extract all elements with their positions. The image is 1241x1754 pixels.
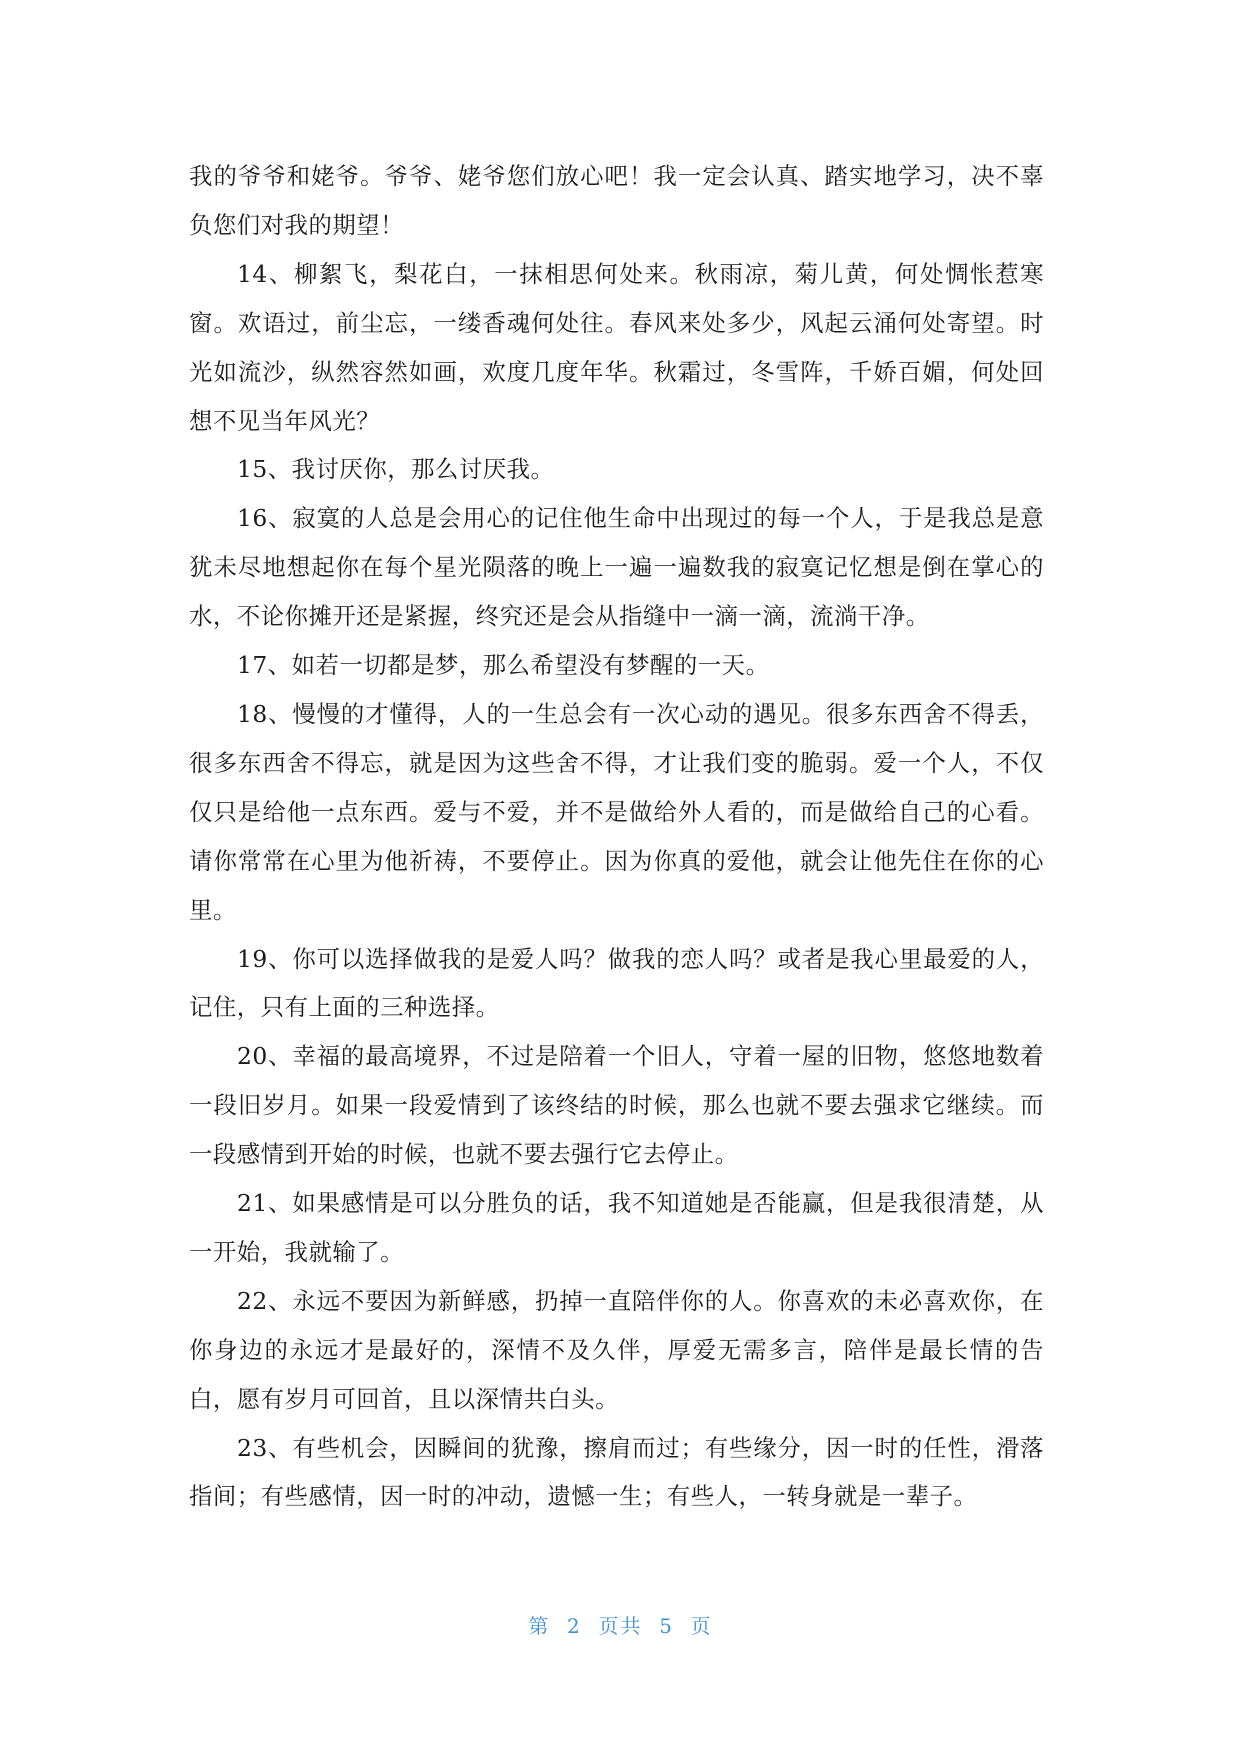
footer-prefix: 第 [528,1614,551,1638]
footer-total-pages: 5 [659,1614,674,1638]
page-footer [0,1612,1241,1640]
paragraph-22: 22、永远不要因为新鲜感，扔掉一直陪伴你的人。你喜欢的未必喜欢你，在你身边的永远才是最好的，深情不及久伴，厚爱无需多言，陪伴是最长情的告白，愿有岁月可回首，且以深情共白头。 [189,1286,1044,1413]
paragraph-16: 16、寂寞的人总是会用心的记住他生命中出现过的每一个人，于是我总是意犹未尽地想起你在每个星光陨落的晚上一遍一遍数我的寂寞记忆想是倒在掌心的水，不论你摊开还是紧握，终究还是会从指缝中一滴一滴，流淌干净。 [189,504,1044,631]
paragraph-15: 15、我讨厌你，那么讨厌我。 [237,455,555,484]
paragraph-14: 14、柳絮飞，梨花白，一抹相思何处来。秋雨凉，菊儿黄，何处惆怅惹寒窗。欢语过，前尘忘，一缕香魂何处往。春风来处多少，风起云涌何处寄望。时光如流沙，纵然容然如画，欢度几度年华。秋霜过，冬雪阵，千娇百媚，何处回想不见当年风光？ [189,259,1044,435]
paragraph-20: 20、幸福的最高境界，不过是陪着一个旧人，守着一屋的旧物，悠悠地数着一段旧岁月。如果一段爱情到了该终结的时候，那么也就不要去强求它继续。而一段感情到开始的时候，也就不要去强行它去停止。 [189,1042,1044,1169]
footer-middle: 页共 [598,1614,643,1638]
document-body [189,152,1044,1521]
paragraph-13-continued: 我的爷爷和姥爷。爷爷、姥爷您们放心吧！我一定会认真、踏实地学习，决不辜负您们对我的期望！ [189,162,1044,239]
paragraph-19: 19、你可以选择做我的是爱人吗？做我的恋人吗？或者是我心里最爱的人，记住，只有上面的三种选择。 [189,944,1044,1022]
paragraph-18: 18、慢慢的才懂得，人的一生总会有一次心动的遇见。很多东西舍不得丢，很多东西舍不得忘，就是因为这些舍不得，才让我们变的脆弱。爱一个人，不仅仅只是给他一点东西。爱与不爱，并不是做给外人看的，而是做给自己的心看。请你常常在心里为他祈祷，不要停止。因为你真的爱他，就会让他先住在你的心里。 [189,699,1044,924]
footer-suffix: 页 [690,1614,713,1638]
paragraph-23: 23、有些机会，因瞬间的犹豫，擦肩而过；有些缘分，因一时的任性，滑落指间；有些感情，因一时的冲动，遗憾一生；有些人，一转身就是一辈子。 [189,1433,1044,1511]
paragraph-17: 17、如若一切都是梦，那么希望没有梦醒的一天。 [237,651,770,680]
paragraph-21: 21、如果感情是可以分胜负的话，我不知道她是否能赢，但是我很清楚，从一开始，我就输了。 [189,1189,1044,1266]
footer-current-page: 2 [567,1614,582,1638]
